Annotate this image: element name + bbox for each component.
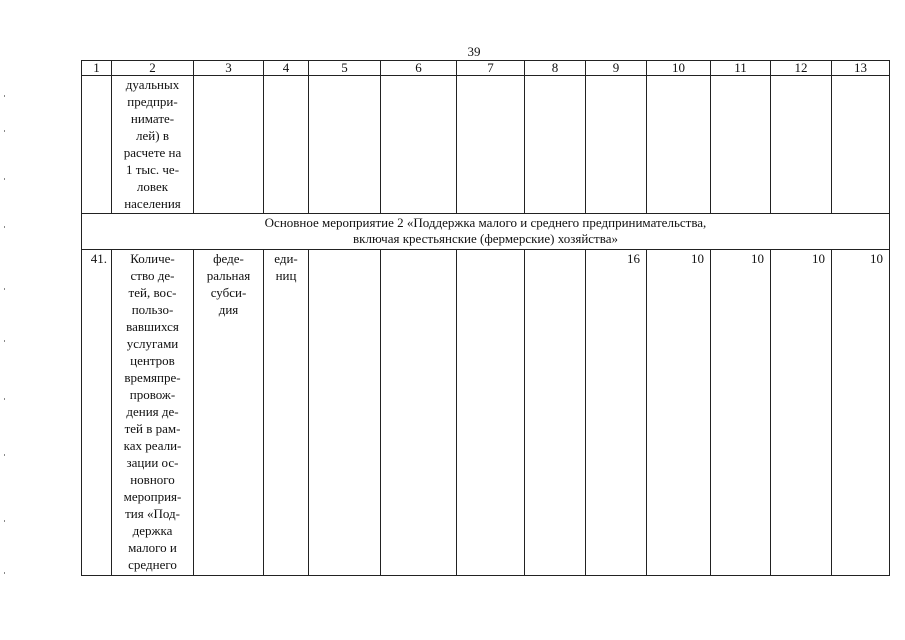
table-cell <box>525 249 586 575</box>
column-header-6: 6 <box>381 61 457 76</box>
scan-margin-mark <box>4 572 5 574</box>
column-header-11: 11 <box>711 61 771 76</box>
column-header-12: 12 <box>771 61 832 76</box>
value-column-12: 10 <box>771 249 832 575</box>
indicator-name: Количе- ство де- тей, вос- пользо- вавшихся услугами центров времяпре- провож- дения де- тей в рам- ках реали- зации ос- новного мероприя- тия «Под- держка малого и среднего <box>112 249 194 575</box>
table-cell <box>82 76 112 214</box>
value-column-13: 10 <box>832 249 890 575</box>
continuation-row <box>82 76 890 214</box>
scan-margin-mark <box>4 520 5 522</box>
scan-margin-mark <box>4 288 5 290</box>
table-cell <box>711 76 771 214</box>
value-column-11: 10 <box>711 249 771 575</box>
column-header-4: 4 <box>264 61 309 76</box>
table-cell <box>381 249 457 575</box>
indicator-table-wrapper <box>81 60 889 576</box>
table-cell <box>309 76 381 214</box>
scan-margin-mark <box>4 340 5 342</box>
table-cell <box>194 76 264 214</box>
table-cell <box>586 76 647 214</box>
continuation-indicator-name: дуальных предпри- нимате- лей) в расчете на 1 тыс. че- ловек населения <box>112 76 194 214</box>
section-heading-row <box>82 213 890 249</box>
scan-margin-mark <box>4 95 5 97</box>
table-cell <box>525 76 586 214</box>
section-heading-line-2: включая крестьянские (фермерские) хозяйства» <box>353 230 618 246</box>
column-header-8: 8 <box>525 61 586 76</box>
scan-margin-mark <box>4 226 5 228</box>
scan-margin-mark <box>4 454 5 456</box>
value-column-10: 10 <box>647 249 711 575</box>
value-column-9: 16 <box>586 249 647 575</box>
scan-margin-mark <box>4 398 5 400</box>
column-header-5: 5 <box>309 61 381 76</box>
scan-margin-mark <box>4 130 5 132</box>
column-header-1: 1 <box>82 61 112 76</box>
row-number: 41. <box>82 249 112 575</box>
table-cell <box>457 249 525 575</box>
page-number: 39 <box>467 44 481 59</box>
indicator-table <box>81 60 890 576</box>
table-row-41 <box>82 249 890 575</box>
section-heading-line-1: Основное мероприятие 2 «Поддержка малого и среднего предпринимательства, <box>264 214 707 230</box>
table-cell <box>647 76 711 214</box>
column-header-10: 10 <box>647 61 711 76</box>
table-cell <box>381 76 457 214</box>
unit-of-measure: еди- ниц <box>264 249 309 575</box>
table-cell <box>771 76 832 214</box>
scan-margin-mark <box>4 178 5 180</box>
funding-source: феде- ральная субси- дия <box>194 249 264 575</box>
column-header-9: 9 <box>586 61 647 76</box>
column-number-header-row <box>82 61 890 76</box>
section-heading <box>82 213 890 249</box>
table-cell <box>832 76 890 214</box>
table-cell <box>264 76 309 214</box>
column-header-7: 7 <box>457 61 525 76</box>
table-cell <box>309 249 381 575</box>
table-cell <box>457 76 525 214</box>
column-header-2: 2 <box>112 61 194 76</box>
column-header-13: 13 <box>832 61 890 76</box>
column-header-3: 3 <box>194 61 264 76</box>
